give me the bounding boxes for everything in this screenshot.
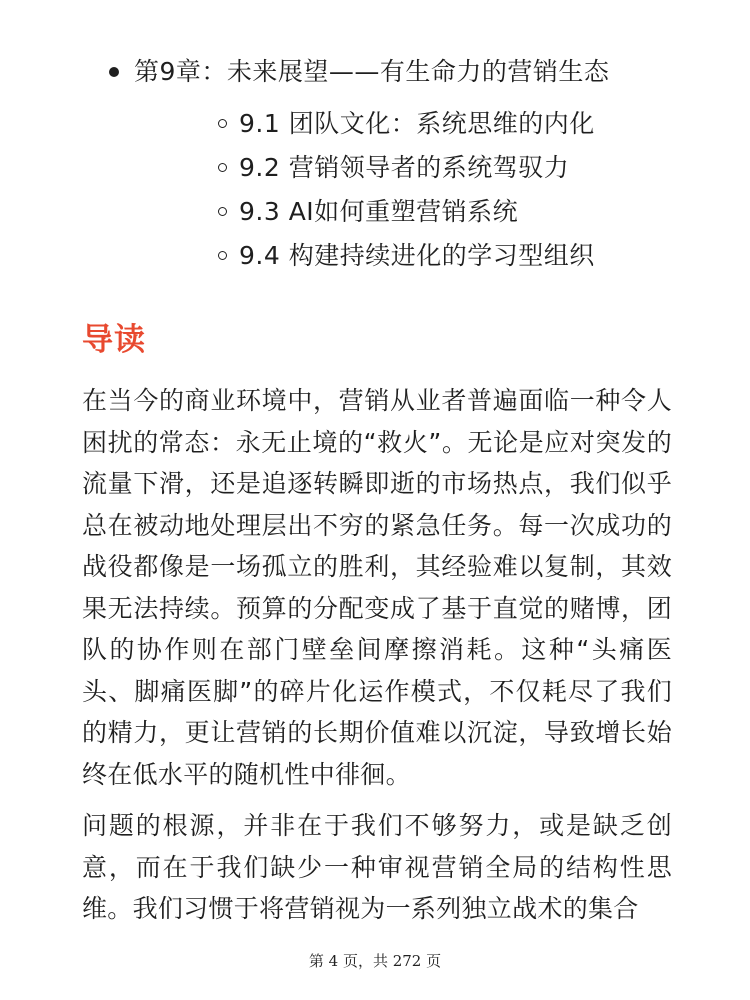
bullet-circle-icon xyxy=(218,251,227,260)
bullet-disc-icon xyxy=(109,67,119,77)
section-label: 9.3 AI如何重塑营销系统 xyxy=(239,197,519,226)
bullet-circle-icon xyxy=(218,119,227,128)
intro-heading: 导读 xyxy=(82,322,146,358)
section-label: 9.2 营销领导者的系统驾驭力 xyxy=(239,153,570,182)
intro-paragraph-1: 在当今的商业环境中，营销从业者普遍面临一种令人困扰的常态：永无止境的“救火”。无论是应对突发的流量下滑，还是追逐转瞬即逝的市场热点，我们似乎总在被动地处理层出不穷的紧急任务。每一次成功的战役都像是一场孤立的胜利，其经验难以复制，其效果无法持续。预算的分配变成了基于直觉的赌博，团队的协作则在部门壁垒间摩擦消耗。这种“头痛医头、脚痛医脚”的碎片化运作模式，不仅耗尽了我们的精力，更让营销的长期价值难以沉淀，导致增长始终在低水平的随机性中徘徊。 xyxy=(82,386,672,789)
page-content xyxy=(82,52,672,930)
bullet-circle-icon xyxy=(218,207,227,216)
chapter-title: 第9章：未来展望——有生命力的营销生态 xyxy=(134,57,610,86)
section-label: 9.1 团队文化：系统思维的内化 xyxy=(239,109,595,138)
intro-paragraph-2: 问题的根源，并非在于我们不够努力，或是缺乏创意，而在于我们缺少一种审视营销全局的结构性思维。我们习惯于将营销视为一系列独立战术的集合 xyxy=(82,811,672,923)
section-item xyxy=(134,146,672,190)
page-number-footer: 第 4 页，共 272 页 xyxy=(308,952,442,970)
section-list xyxy=(134,102,672,278)
chapter-outline xyxy=(82,52,672,278)
section-label: 9.4 构建持续进化的学习型组织 xyxy=(239,241,595,270)
section-item xyxy=(134,234,672,278)
bullet-circle-icon xyxy=(218,163,227,172)
section-item xyxy=(134,102,672,146)
section-item xyxy=(134,190,672,234)
chapter-item xyxy=(82,52,672,278)
